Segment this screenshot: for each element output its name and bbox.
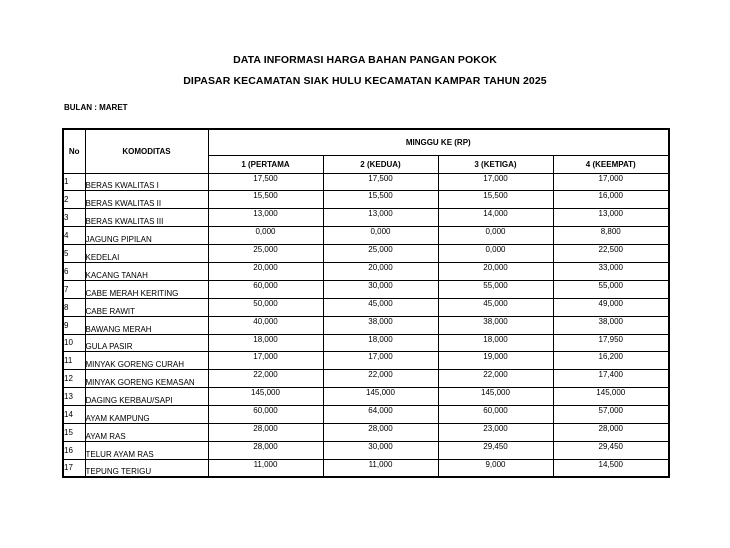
price-week-1: 22,000 — [208, 370, 323, 388]
price-week-1: 28,000 — [208, 423, 323, 441]
price-week-2: 64,000 — [323, 406, 438, 424]
price-week-3: 14,000 — [438, 209, 553, 227]
commodity-name: KEDELAI — [85, 245, 208, 263]
row-number: 14 — [63, 406, 85, 424]
price-week-2: 25,000 — [323, 245, 438, 263]
price-week-1: 40,000 — [208, 316, 323, 334]
commodity-name: BAWANG MERAH — [85, 316, 208, 334]
table-row — [63, 298, 669, 316]
price-week-3: 17,000 — [438, 173, 553, 191]
commodity-name: BERAS KWALITAS III — [85, 209, 208, 227]
price-week-3: 15,500 — [438, 191, 553, 209]
price-week-3: 29,450 — [438, 441, 553, 459]
header-week-2: 2 (KEDUA) — [323, 155, 438, 173]
row-number: 12 — [63, 370, 85, 388]
price-week-3: 20,000 — [438, 262, 553, 280]
price-week-2: 145,000 — [323, 388, 438, 406]
price-week-2: 45,000 — [323, 298, 438, 316]
commodity-name: MINYAK GORENG KEMASAN — [85, 370, 208, 388]
price-week-2: 38,000 — [323, 316, 438, 334]
commodity-name: TELUR AYAM RAS — [85, 441, 208, 459]
commodity-name: BERAS KWALITAS I — [85, 173, 208, 191]
title-line-1: DATA INFORMASI HARGA BAHAN PANGAN POKOK — [233, 54, 497, 66]
price-week-2: 30,000 — [323, 441, 438, 459]
commodity-name: CABE MERAH KERITING — [85, 280, 208, 298]
price-week-1: 145,000 — [208, 388, 323, 406]
price-week-1: 17,000 — [208, 352, 323, 370]
price-week-4: 57,000 — [553, 406, 669, 424]
row-number: 10 — [63, 334, 85, 352]
price-week-4: 38,000 — [553, 316, 669, 334]
table-row — [63, 459, 669, 477]
price-week-4: 8,800 — [553, 227, 669, 245]
price-week-4: 33,000 — [553, 262, 669, 280]
commodity-name: GULA PASIR — [85, 334, 208, 352]
table-row — [63, 173, 669, 191]
commodity-name: CABE RAWIT — [85, 298, 208, 316]
price-week-3: 145,000 — [438, 388, 553, 406]
table-row — [63, 280, 669, 298]
row-number: 15 — [63, 423, 85, 441]
price-week-3: 55,000 — [438, 280, 553, 298]
price-week-1: 28,000 — [208, 441, 323, 459]
price-week-3: 0,000 — [438, 245, 553, 263]
commodity-name: BERAS KWALITAS II — [85, 191, 208, 209]
header-no: No — [63, 129, 85, 173]
price-week-2: 0,000 — [323, 227, 438, 245]
table-row — [63, 334, 669, 352]
price-week-4: 17,000 — [553, 173, 669, 191]
table-row — [63, 352, 669, 370]
row-number: 3 — [63, 209, 85, 227]
price-week-4: 28,000 — [553, 423, 669, 441]
price-week-4: 13,000 — [553, 209, 669, 227]
price-week-2: 28,000 — [323, 423, 438, 441]
price-week-2: 15,500 — [323, 191, 438, 209]
price-week-3: 22,000 — [438, 370, 553, 388]
price-week-2: 22,000 — [323, 370, 438, 388]
price-week-1: 50,000 — [208, 298, 323, 316]
price-week-3: 23,000 — [438, 423, 553, 441]
price-week-1: 11,000 — [208, 459, 323, 477]
commodity-name: MINYAK GORENG CURAH — [85, 352, 208, 370]
row-number: 9 — [63, 316, 85, 334]
price-week-4: 29,450 — [553, 441, 669, 459]
price-week-3: 0,000 — [438, 227, 553, 245]
title-line-2: DIPASAR KECAMATAN SIAK HULU KECAMATAN KAMPAR TAHUN 2025 — [183, 75, 547, 87]
table-row — [63, 441, 669, 459]
row-number: 4 — [63, 227, 85, 245]
row-number: 5 — [63, 245, 85, 263]
row-number: 13 — [63, 388, 85, 406]
price-week-4: 22,500 — [553, 245, 669, 263]
price-week-1: 13,000 — [208, 209, 323, 227]
price-week-4: 55,000 — [553, 280, 669, 298]
document-title — [0, 50, 730, 92]
price-table — [62, 128, 670, 478]
header-komoditas: KOMODITAS — [85, 129, 208, 173]
commodity-name: KACANG TANAH — [85, 262, 208, 280]
price-week-2: 17,500 — [323, 173, 438, 191]
price-week-2: 13,000 — [323, 209, 438, 227]
commodity-name: AYAM KAMPUNG — [85, 406, 208, 424]
table-row — [63, 191, 669, 209]
price-week-4: 16,000 — [553, 191, 669, 209]
header-week-3: 3 (KETIGA) — [438, 155, 553, 173]
price-week-4: 17,400 — [553, 370, 669, 388]
price-week-4: 145,000 — [553, 388, 669, 406]
price-week-1: 0,000 — [208, 227, 323, 245]
price-week-3: 38,000 — [438, 316, 553, 334]
header-minggu: MINGGU KE (RP) — [208, 129, 669, 155]
table-row — [63, 370, 669, 388]
price-week-1: 60,000 — [208, 280, 323, 298]
price-week-2: 30,000 — [323, 280, 438, 298]
price-week-4: 16,200 — [553, 352, 669, 370]
row-number: 6 — [63, 262, 85, 280]
row-number: 8 — [63, 298, 85, 316]
header-week-4: 4 (KEEMPAT) — [553, 155, 669, 173]
table-row — [63, 209, 669, 227]
price-week-2: 17,000 — [323, 352, 438, 370]
price-week-2: 11,000 — [323, 459, 438, 477]
price-week-3: 19,000 — [438, 352, 553, 370]
price-week-1: 60,000 — [208, 406, 323, 424]
row-number: 2 — [63, 191, 85, 209]
commodity-name: DAGING KERBAU/SAPI — [85, 388, 208, 406]
row-number: 17 — [63, 459, 85, 477]
table-row — [63, 262, 669, 280]
row-number: 16 — [63, 441, 85, 459]
table-row — [63, 245, 669, 263]
price-week-3: 9,000 — [438, 459, 553, 477]
row-number: 7 — [63, 280, 85, 298]
price-week-3: 60,000 — [438, 406, 553, 424]
price-week-4: 49,000 — [553, 298, 669, 316]
table-row — [63, 388, 669, 406]
price-week-3: 18,000 — [438, 334, 553, 352]
row-number: 1 — [63, 173, 85, 191]
table-row — [63, 423, 669, 441]
commodity-name: AYAM RAS — [85, 423, 208, 441]
price-week-4: 14,500 — [553, 459, 669, 477]
price-week-1: 18,000 — [208, 334, 323, 352]
price-week-1: 25,000 — [208, 245, 323, 263]
table-row — [63, 316, 669, 334]
price-week-1: 20,000 — [208, 262, 323, 280]
header-week-1: 1 (PERTAMA — [208, 155, 323, 173]
table-row — [63, 406, 669, 424]
price-week-1: 15,500 — [208, 191, 323, 209]
row-number: 11 — [63, 352, 85, 370]
price-week-4: 17,950 — [553, 334, 669, 352]
price-week-2: 20,000 — [323, 262, 438, 280]
price-week-1: 17,500 — [208, 173, 323, 191]
price-week-3: 45,000 — [438, 298, 553, 316]
price-week-2: 18,000 — [323, 334, 438, 352]
table-row — [63, 227, 669, 245]
month-label: BULAN : MARET — [64, 103, 128, 112]
commodity-name: TEPUNG TERIGU — [85, 459, 208, 477]
commodity-name: JAGUNG PIPILAN — [85, 227, 208, 245]
